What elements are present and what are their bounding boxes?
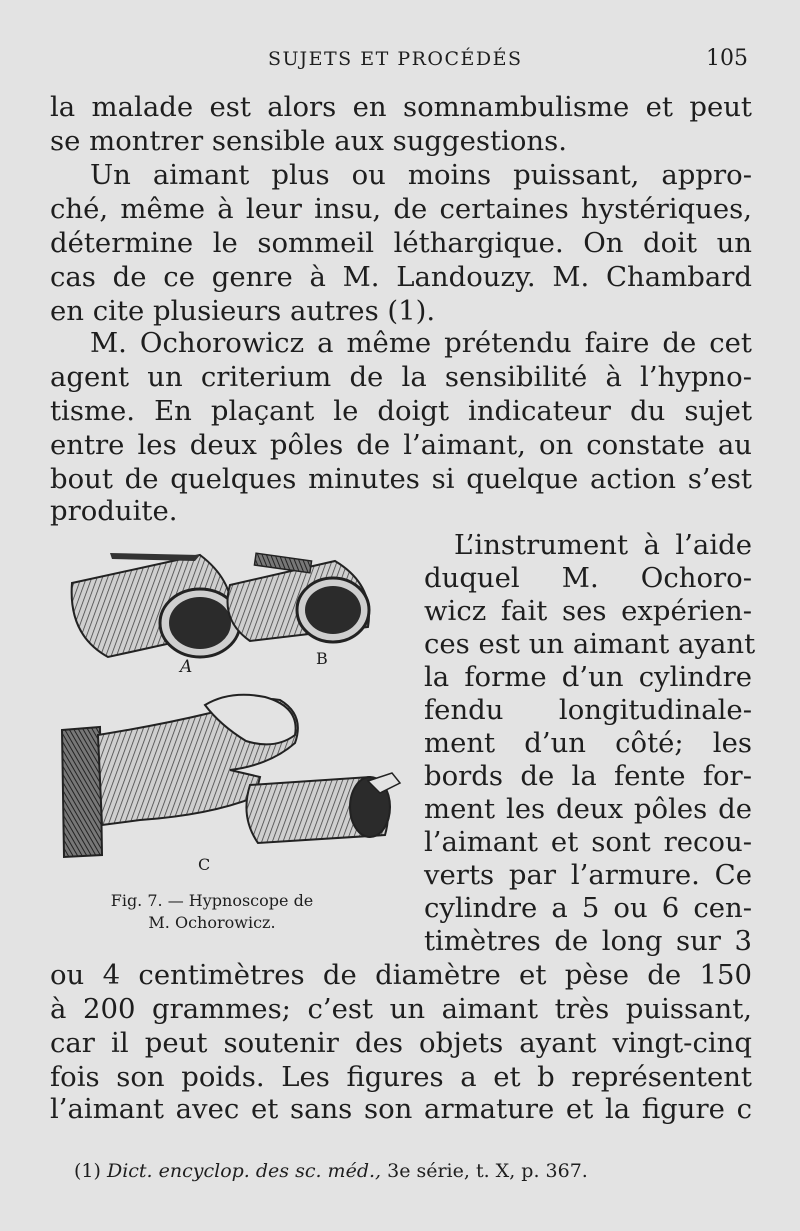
figure-caption-line: M. Ochorowicz. bbox=[148, 913, 276, 932]
text-line: agent un criterium de la sensibilité à l’hypno- bbox=[50, 361, 752, 393]
text-line: la malade est alors en somnambulisme et peut bbox=[50, 91, 752, 123]
text-line: ou 4 centimètres de diamètre et pèse de 150 bbox=[50, 959, 752, 991]
text-line: se montrer sensible aux suggestions. bbox=[50, 125, 567, 157]
column-line: bords de la fente for- bbox=[424, 760, 752, 792]
column-line: ment les deux pôles de bbox=[424, 793, 752, 825]
text-line: entre les deux pôles de l’aimant, on constate au bbox=[50, 429, 752, 461]
text-line: à 200 grammes; c’est un aimant très puissant, bbox=[50, 993, 752, 1025]
label-c: C bbox=[198, 855, 211, 874]
text-line: cas de ce genre à M. Landouzy. M. Chambard bbox=[50, 261, 752, 293]
column-line: ment d’un côté; les bbox=[424, 727, 752, 759]
text-line: fois son poids. Les figures a et b représentent bbox=[50, 1061, 752, 1093]
page-header bbox=[0, 44, 800, 74]
figure-caption-line: Fig. 7. — Hypnoscope de bbox=[110, 891, 314, 910]
footnote-source: Dict. encyclop. des sc. méd., bbox=[106, 1160, 382, 1182]
footnote-number: (1) bbox=[74, 1160, 101, 1182]
column-line: verts par l’armure. Ce bbox=[424, 859, 752, 891]
magnet-a bbox=[72, 553, 240, 657]
column-line: cylindre a 5 ou 6 cen- bbox=[424, 892, 752, 924]
hypnoscope-illustration bbox=[50, 545, 410, 875]
text-line: M. Ochorowicz a même prétendu faire de cet bbox=[90, 327, 752, 359]
text-line: Un aimant plus ou moins puissant, appro- bbox=[90, 159, 752, 191]
text-line: bout de quelques minutes si quelque action s’est bbox=[50, 463, 752, 495]
hypnoscope-figure bbox=[50, 545, 410, 945]
running-head: SUJETS ET PROCÉDÉS bbox=[268, 48, 523, 70]
column-line: la forme d’un cylindre bbox=[424, 661, 752, 693]
text-line: tisme. En plaçant le doigt indicateur du sujet bbox=[50, 395, 752, 427]
footnote-series: 3e série, t. X, p. 367. bbox=[387, 1160, 588, 1182]
column-line: duquel M. Ochoro- bbox=[424, 562, 752, 594]
magnet-b bbox=[228, 553, 370, 642]
label-b: B bbox=[316, 649, 328, 668]
text-line: détermine le sommeil léthargique. On doit un bbox=[50, 227, 752, 259]
text-line: l’aimant avec et sans son armature et la figure c bbox=[50, 1093, 752, 1125]
column-line: fendu longitudinale- bbox=[424, 694, 752, 726]
column-line: l’aimant et sont recou- bbox=[424, 826, 752, 858]
text-line: produite. bbox=[50, 495, 178, 527]
text-line: car il peut soutenir des objets ayant vingt-cinq bbox=[50, 1027, 752, 1059]
text-line: en cite plusieurs autres (1). bbox=[50, 295, 436, 327]
column-line: L’instrument à l’aide bbox=[454, 529, 752, 561]
footnote bbox=[74, 1160, 754, 1182]
column-line: wicz fait ses expérien- bbox=[424, 595, 752, 627]
hand-with-magnet bbox=[62, 695, 400, 857]
column-line: timètres de long sur 3 bbox=[424, 925, 752, 957]
page-number: 105 bbox=[706, 46, 748, 71]
column-line: ces est un aimant ayant bbox=[424, 628, 756, 660]
label-a: A bbox=[180, 657, 193, 677]
text-line: ché, même à leur insu, de certaines hystériques, bbox=[50, 193, 752, 225]
